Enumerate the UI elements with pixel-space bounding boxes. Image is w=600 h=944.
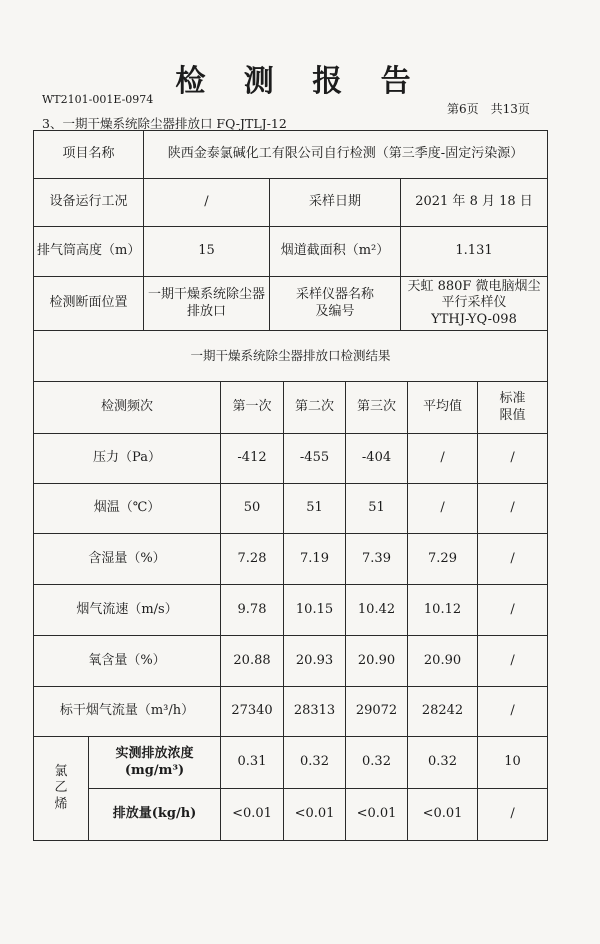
row-avg: 0.32 — [408, 737, 478, 789]
row-avg: <0.01 — [408, 789, 478, 841]
flue-area-label: 烟道截面积（m²） — [270, 227, 401, 277]
row-label: 实测排放浓度(mg/m³) — [89, 737, 221, 789]
stack-height-label: 排气筒高度（m） — [34, 227, 144, 277]
section-label: 检测断面位置 — [34, 277, 144, 331]
row-limit: / — [478, 534, 548, 585]
instrument-label-line2: 及编号 — [315, 303, 355, 319]
row-run3: 51 — [346, 484, 408, 534]
row-run2: -455 — [284, 434, 346, 484]
row-run2: 28313 — [284, 687, 346, 737]
condition-label: 设备运行工况 — [34, 179, 144, 227]
table-row — [34, 585, 548, 636]
row-label: 烟气流速（m/s） — [34, 585, 221, 636]
row-avg: 7.29 — [408, 534, 478, 585]
row-run2: 20.93 — [284, 636, 346, 687]
row-label: 含湿量（%） — [34, 534, 221, 585]
instrument-value-line2: 平行采样仪 — [441, 295, 507, 311]
row-run3: <0.01 — [346, 789, 408, 841]
row-run1: 0.31 — [221, 737, 284, 789]
row-run3: 0.32 — [346, 737, 408, 789]
table-row — [34, 434, 548, 484]
header-run3: 第三次 — [346, 382, 408, 434]
row-label: 烟温（℃） — [34, 484, 221, 534]
row-limit: / — [478, 434, 548, 484]
project-name-label: 项目名称 — [34, 131, 144, 179]
section-subtitle: 3、一期干燥系统除尘器排放口 FQ-JTLJ-12 — [42, 116, 287, 131]
header-avg: 平均值 — [408, 382, 478, 434]
sampling-date-label: 采样日期 — [270, 179, 401, 227]
instrument-value-line3: YTHJ-YQ-098 — [431, 311, 517, 327]
row-limit: / — [478, 585, 548, 636]
row-run1: -412 — [221, 434, 284, 484]
table-row — [34, 484, 548, 534]
flue-area-value: 1.131 — [401, 227, 548, 277]
project-name-value: 陕西金泰氯碱化工有限公司自行检测（第三季度-固定污染源） — [144, 131, 548, 179]
row-run3: -404 — [346, 434, 408, 484]
row-run2: <0.01 — [284, 789, 346, 841]
row-run2: 7.19 — [284, 534, 346, 585]
page-total: 共13页 — [490, 102, 530, 116]
section-value — [144, 277, 270, 331]
row-run1: 20.88 — [221, 636, 284, 687]
section-value-line2: 排放口 — [186, 303, 226, 319]
instrument-value — [401, 277, 548, 331]
results-heading: 一期干燥系统除尘器排放口检测结果 — [34, 331, 548, 382]
table-row — [34, 737, 548, 789]
row-run3: 10.42 — [346, 585, 408, 636]
info-table — [33, 130, 548, 382]
page-title: 检 测 报 告 — [175, 64, 425, 99]
header-run1: 第一次 — [221, 382, 284, 434]
header-limit-line2: 限值 — [499, 407, 526, 423]
row-limit: / — [478, 789, 548, 841]
condition-value: / — [144, 179, 270, 227]
page-current: 第6页 — [447, 102, 479, 116]
row-label: 排放量(kg/h) — [89, 789, 221, 841]
table-row — [34, 534, 548, 585]
row-label: 氧含量（%） — [34, 636, 221, 687]
pollutant-char: 氯 — [54, 764, 68, 780]
row-avg: 28242 — [408, 687, 478, 737]
header-item: 检测频次 — [34, 382, 221, 434]
row-run1: <0.01 — [221, 789, 284, 841]
row-limit: / — [478, 687, 548, 737]
table-row — [34, 636, 548, 687]
row-run2: 10.15 — [284, 585, 346, 636]
sampling-date-value: 2021 年 8 月 18 日 — [401, 179, 548, 227]
section-value-line1: 一期干燥系统除尘器 — [147, 287, 265, 303]
instrument-label-line1: 采样仪器名称 — [295, 287, 374, 303]
row-avg: 20.90 — [408, 636, 478, 687]
row-run1: 50 — [221, 484, 284, 534]
header-limit — [478, 382, 548, 434]
pollutant-char: 烯 — [54, 796, 68, 812]
pollutant-char: 乙 — [54, 780, 68, 796]
pollutant-name — [34, 737, 89, 841]
table-row — [34, 687, 548, 737]
row-run2: 51 — [284, 484, 346, 534]
instrument-value-line1: 天虹 880F 微电脑烟尘 — [407, 279, 541, 295]
header-run2: 第二次 — [284, 382, 346, 434]
row-run1: 27340 — [221, 687, 284, 737]
row-run3: 7.39 — [346, 534, 408, 585]
row-label: 标干烟气流量（m³/h） — [34, 687, 221, 737]
table-row — [34, 789, 548, 841]
row-run3: 29072 — [346, 687, 408, 737]
row-avg: 10.12 — [408, 585, 478, 636]
page-number — [447, 100, 542, 117]
row-run3: 20.90 — [346, 636, 408, 687]
row-run2: 0.32 — [284, 737, 346, 789]
row-avg: / — [408, 484, 478, 534]
row-limit: / — [478, 636, 548, 687]
row-avg: / — [408, 434, 478, 484]
row-run1: 9.78 — [221, 585, 284, 636]
stack-height-value: 15 — [144, 227, 270, 277]
row-run1: 7.28 — [221, 534, 284, 585]
instrument-label — [270, 277, 401, 331]
results-header-row — [34, 382, 548, 434]
results-table — [33, 381, 548, 841]
row-label: 压力（Pa） — [34, 434, 221, 484]
row-limit: / — [478, 484, 548, 534]
header-limit-line1: 标准 — [499, 391, 526, 407]
row-limit: 10 — [478, 737, 548, 789]
document-code: WT2101-001E-0974 — [42, 93, 154, 106]
